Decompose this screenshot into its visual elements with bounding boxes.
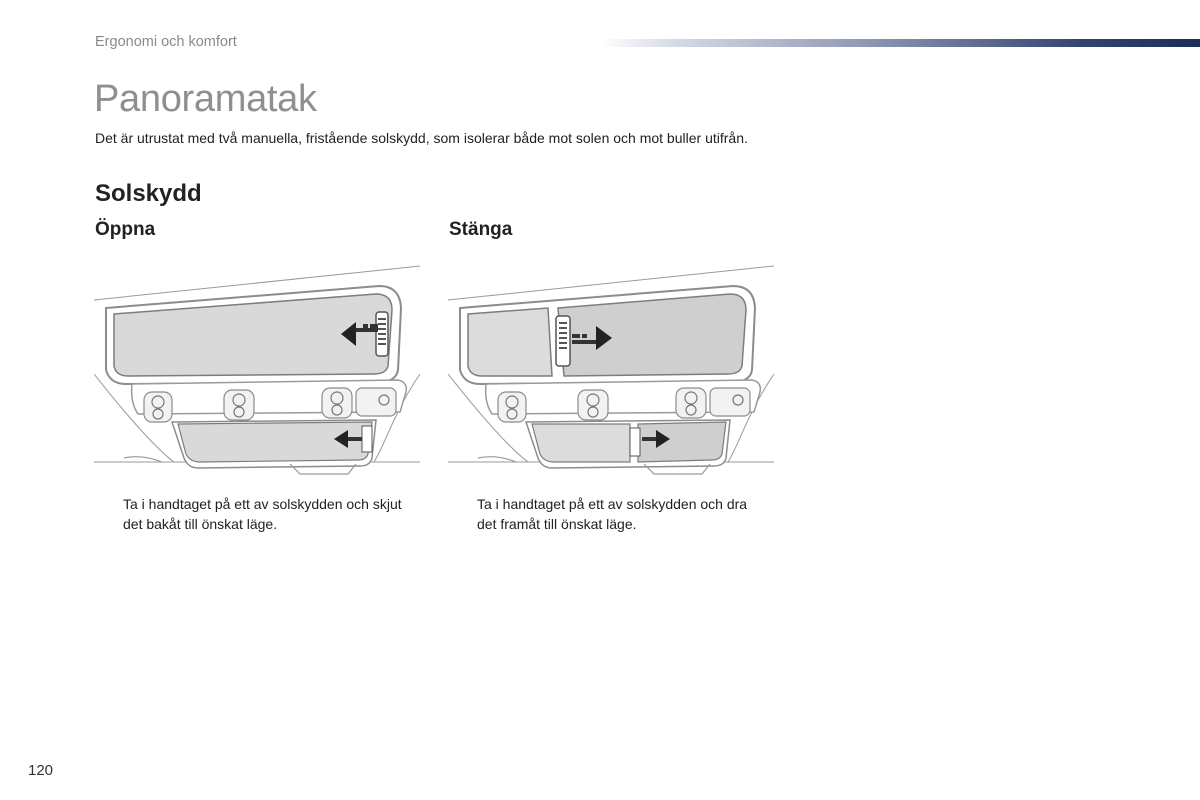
- instruction-open-text: Ta i handtaget på ett av solskydden och skjut det bakåt till önskat läge.: [123, 496, 402, 532]
- sunblind-open-illustration: [94, 262, 420, 484]
- header-gradient-bar: [600, 39, 1200, 47]
- sunblind-close-illustration: [448, 262, 774, 484]
- heading-close: Stänga: [449, 219, 513, 240]
- instruction-open: [95, 494, 415, 534]
- header-section-label: Ergonomi och komfort: [95, 34, 237, 50]
- instruction-close: [449, 494, 769, 534]
- heading-open: Öppna: [95, 219, 156, 240]
- page-title: Panoramatak: [94, 78, 317, 120]
- instruction-close-text: Ta i handtaget på ett av solskydden och dra det framåt till önskat läge.: [477, 496, 748, 532]
- section-title: Solskydd: [95, 180, 202, 207]
- intro-paragraph: Det är utrustat med två manuella, fristående solskydd, som isolerar både mot solen och mot buller utifrån.: [95, 130, 748, 146]
- page-number: 120: [28, 762, 54, 779]
